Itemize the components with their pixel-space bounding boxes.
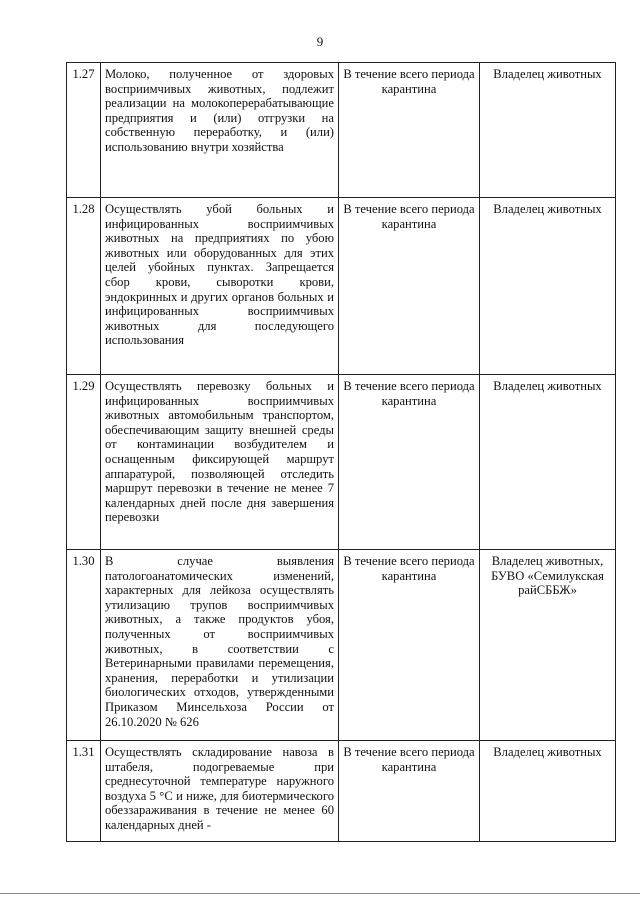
page-number: 9 — [316, 34, 324, 49]
measure-text: Осуществлять складирование навоза в штабеля, подогреваемые при среднесуточной температуре наружного воздуха 5 °С и ниже, для биотермического обеззараживания в течение не менее 60 календарных дней - — [101, 741, 339, 842]
table-row — [67, 63, 616, 198]
term-cell: В течение всего периода карантина — [339, 198, 480, 375]
measure-text: Осуществлять убой больных и инфицированных восприимчивых животных на предприятиях по убою животных или оборудованных для этих целей убойных пунктах. Запрещается сбор крови, сыворотки крови, эндокринных и других органов больных и инфицированных восприимчивых животных для последующего использования — [101, 198, 339, 375]
row-number: 1.28 — [67, 198, 101, 375]
term-cell: В течение всего периода карантина — [339, 375, 480, 550]
table-row — [67, 198, 616, 375]
term-cell: В течение всего периода карантина — [339, 741, 480, 842]
measure-text: В случае выявления патологоанатомических изменений, характерных для лейкоза осуществлять утилизацию трупов восприимчивых животных, а также продуктов убоя, полученных от восприимчивых животных, в соответствии с Ветеринарными правилами перемещения, хранения, переработки и утилизации биологических отходов, утвержденными Приказом Минсельхоза России от 26.10.2020 № 626 — [101, 550, 339, 741]
table-row — [67, 375, 616, 550]
responsible-cell: Владелец животных, БУВО «Семилукская райСББЖ» — [480, 550, 616, 741]
responsible-cell: Владелец животных — [480, 63, 616, 198]
responsible-cell: Владелец животных — [480, 375, 616, 550]
table-row — [67, 741, 616, 842]
row-number: 1.31 — [67, 741, 101, 842]
responsible-cell: Владелец животных — [480, 198, 616, 375]
row-number: 1.30 — [67, 550, 101, 741]
row-number: 1.27 — [67, 63, 101, 198]
term-cell: В течение всего периода карантина — [339, 63, 480, 198]
measure-text: Молоко, полученное от здоровых восприимчивых животных, подлежит реализации на молокоперерабатывающие предприятия и (или) отгрузки на собственную переработку, и (или) использованию внутри хозяйства — [101, 63, 339, 198]
row-number: 1.29 — [67, 375, 101, 550]
measures-table — [66, 62, 616, 842]
measure-text: Осуществлять перевозку больных и инфицированных восприимчивых животных автомобильным транспортом, обеспечивающим защиту внешней среды от контаминации возбудителем и оснащенным фиксирующей маршрут аппаратурой, позволяющей отследить маршрут перевозки в течение не менее 7 календарных дней после дня завершения перевозки — [101, 375, 339, 550]
scan-edge-line — [0, 893, 640, 894]
term-cell: В течение всего периода карантина — [339, 550, 480, 741]
responsible-cell: Владелец животных — [480, 741, 616, 842]
table-row — [67, 550, 616, 741]
